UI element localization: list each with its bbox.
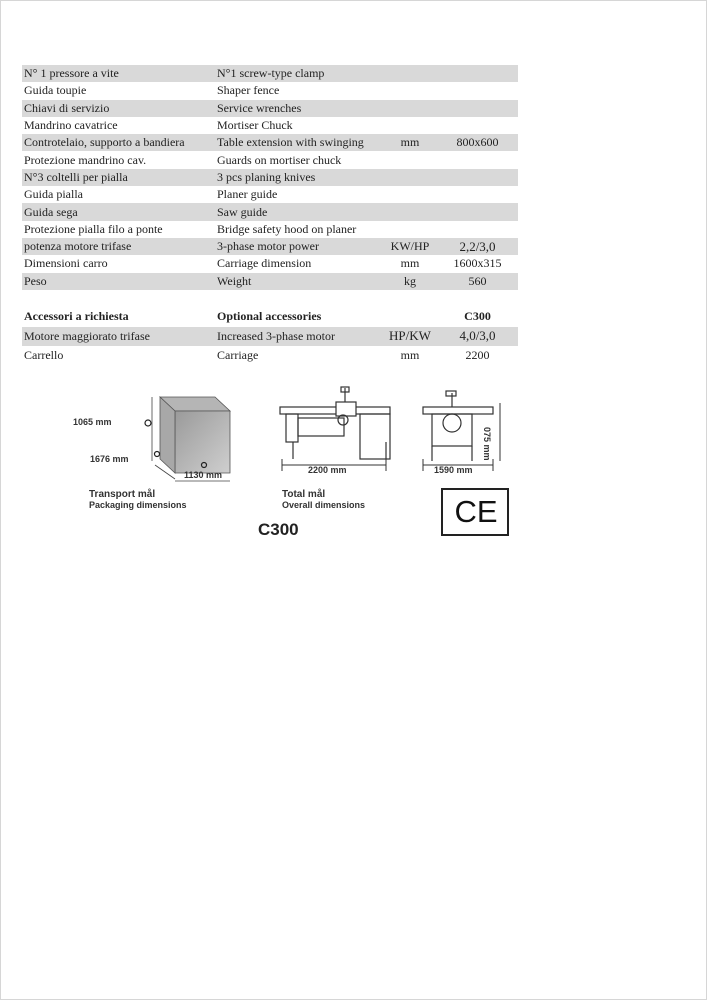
spec-en: Guards on mortiser chuck	[217, 152, 342, 167]
table-row	[22, 100, 518, 117]
accessory-value: 4,0/3,0	[435, 327, 518, 347]
accessory-en: Increased 3-phase motor	[215, 327, 383, 347]
spec-it: Dimensioni carro	[24, 256, 108, 271]
spec-value	[435, 100, 518, 117]
spec-unit	[383, 151, 435, 168]
spec-it: Protezione pialla filo a ponte	[24, 221, 163, 236]
spec-en: Mortiser Chuck	[217, 118, 293, 133]
spec-unit	[383, 82, 435, 99]
spec-it: N°3 coltelli per pialla	[22, 169, 215, 186]
front-width-label: 2200 mm	[308, 465, 347, 475]
packaging-box-drawing	[145, 397, 230, 481]
accessories-header-unit	[383, 307, 435, 327]
spec-unit	[383, 186, 435, 203]
spec-en: Shaper fence	[217, 83, 280, 98]
table-row	[22, 65, 518, 82]
table-row	[22, 151, 518, 168]
model-label: C300	[258, 520, 299, 539]
dimension-figure	[60, 385, 530, 555]
spec-it: Controtelaio, supporto a bandiera	[22, 134, 215, 151]
accessory-it: Carrello	[24, 348, 64, 363]
spec-value: 560	[435, 273, 518, 290]
spec-it: Guida sega	[22, 203, 215, 220]
spec-en: Bridge safety hood on planer	[217, 221, 357, 236]
table-row	[22, 221, 518, 238]
spec-en: Service wrenches	[215, 100, 383, 117]
spec-it: potenza motore trifase	[22, 238, 215, 255]
spec-it: N° 1 pressore a vite	[22, 65, 215, 82]
spec-table	[22, 65, 518, 290]
table-row	[22, 273, 518, 290]
spec-value	[435, 65, 518, 82]
spec-en: Carriage dimension	[217, 256, 312, 271]
spec-unit	[383, 221, 435, 238]
spec-unit: mm	[400, 256, 420, 271]
table-row	[22, 255, 518, 272]
spec-unit: kg	[383, 273, 435, 290]
spec-value	[435, 221, 518, 238]
spec-unit	[383, 100, 435, 117]
spec-en: Planer guide	[217, 187, 278, 202]
spec-value: 800x600	[435, 134, 518, 151]
spec-it: Mandrino cavatrice	[24, 118, 118, 133]
spec-value: 1600x315	[453, 256, 502, 271]
side-width-label: 1590 mm	[434, 465, 473, 475]
side-height-label: 075 mm	[482, 427, 492, 461]
spec-it: Peso	[22, 273, 215, 290]
accessory-value: 2200	[465, 348, 490, 363]
total-label: Total mål	[282, 489, 326, 500]
spec-it: Guida toupie	[24, 83, 87, 98]
spec-en: Saw guide	[215, 203, 383, 220]
table-row	[22, 186, 518, 203]
table-row	[22, 203, 518, 220]
table-row	[22, 327, 518, 347]
table-row	[22, 169, 518, 186]
spec-en: 3-phase motor power	[215, 238, 383, 255]
table-row	[22, 134, 518, 151]
spec-value	[435, 82, 518, 99]
table-row	[22, 117, 518, 134]
spec-en: Table extension with swinging	[215, 134, 383, 151]
ce-mark: CE	[454, 494, 498, 529]
accessory-en: Carriage	[217, 348, 259, 363]
front-view-drawing	[280, 387, 390, 471]
spec-value	[435, 117, 518, 134]
spec-en: N°1 screw-type clamp	[215, 65, 383, 82]
spec-it: Guida pialla	[24, 187, 83, 202]
accessory-unit: HP/KW	[383, 327, 435, 347]
spec-unit	[383, 65, 435, 82]
spec-it: Protezione mandrino cav.	[24, 152, 147, 167]
spec-unit	[383, 169, 435, 186]
table-row	[22, 238, 518, 255]
spec-value: 2,2/3,0	[435, 238, 518, 255]
spec-en: Weight	[215, 273, 383, 290]
accessories-table	[22, 307, 518, 366]
spec-unit: KW/HP	[383, 238, 435, 255]
spec-it: Chiavi di servizio	[22, 100, 215, 117]
packaging-label: Packaging dimensions	[89, 500, 187, 510]
spec-value	[435, 169, 518, 186]
accessories-header-it: Accessori a richiesta	[24, 309, 129, 324]
spec-value	[435, 151, 518, 168]
box-width-label: 1130 mm	[184, 470, 223, 480]
box-depth-label: 1676 mm	[90, 454, 129, 464]
accessory-it: Motore maggiorato trifase	[22, 327, 215, 347]
spec-unit	[383, 203, 435, 220]
spec-unit	[383, 117, 435, 134]
spec-unit: mm	[383, 134, 435, 151]
table-row	[22, 346, 518, 366]
overall-label: Overall dimensions	[282, 500, 366, 510]
accessory-unit: mm	[400, 348, 420, 363]
accessories-header-model: C300	[464, 309, 491, 324]
box-height-label: 1065 mm	[73, 417, 112, 427]
spec-value	[435, 186, 518, 203]
spec-en: 3 pcs planing knives	[215, 169, 383, 186]
table-row	[22, 82, 518, 99]
accessories-header-row	[22, 307, 518, 327]
transport-label: Transport mål	[89, 489, 156, 500]
accessories-header-en: Optional accessories	[217, 309, 322, 324]
spec-value	[435, 203, 518, 220]
